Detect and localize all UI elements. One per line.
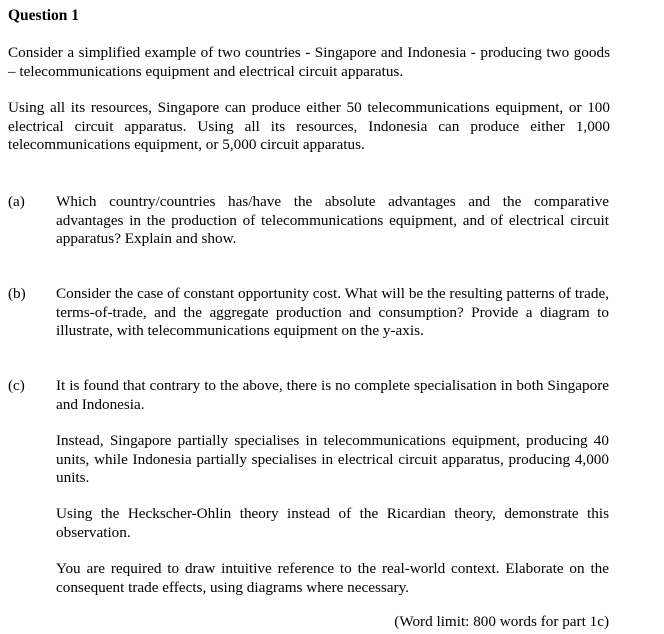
question-title: Question 1	[8, 7, 80, 24]
part-c-paragraph-2: Instead, Singapore partially specialises in telecommunications equipment, producing 40 units, while Indonesia partially specialises in electrical circuit apparatus, producing 4,000 units.	[56, 432, 609, 486]
part-a-label: (a)	[8, 193, 25, 210]
intro-paragraph: Consider a simplified example of two countries - Singapore and Indonesia - producing two goods – telecommunications equipment and electrical circuit apparatus.	[8, 44, 610, 80]
part-a-text: Which country/countries has/have the absolute advantages and the comparative advantages in the production of telecommunications equipment, and of electrical circuit apparatus? Explain and show.	[56, 193, 609, 247]
part-c-paragraph-3: Using the Heckscher-Ohlin theory instead of the Ricardian theory, demonstrate this observation.	[56, 505, 609, 541]
word-limit-note: (Word limit: 800 words for part 1c)	[394, 613, 609, 630]
part-b-label: (b)	[8, 285, 26, 302]
part-c-paragraph-4: You are required to draw intuitive reference to the real-world context. Elaborate on the consequent trade effects, using diagrams where necessary.	[56, 560, 609, 596]
part-b-text: Consider the case of constant opportunity cost. What will be the resulting patterns of trade, terms-of-trade, and the aggregate production and consumption? Provide a diagram to illustrate, with telecommunications equipment on the y-axis.	[56, 285, 609, 339]
part-c-label: (c)	[8, 377, 25, 394]
part-c-paragraph-1: It is found that contrary to the above, there is no complete specialisation in both Singapore and Indonesia.	[56, 377, 609, 413]
resources-paragraph: Using all its resources, Singapore can produce either 50 telecommunications equipment, or 100 electrical circuit apparatus. Using all its resources, Indonesia can produce either 1,000 telecommunications equipment, or 5,000 circuit apparatus.	[8, 99, 610, 153]
